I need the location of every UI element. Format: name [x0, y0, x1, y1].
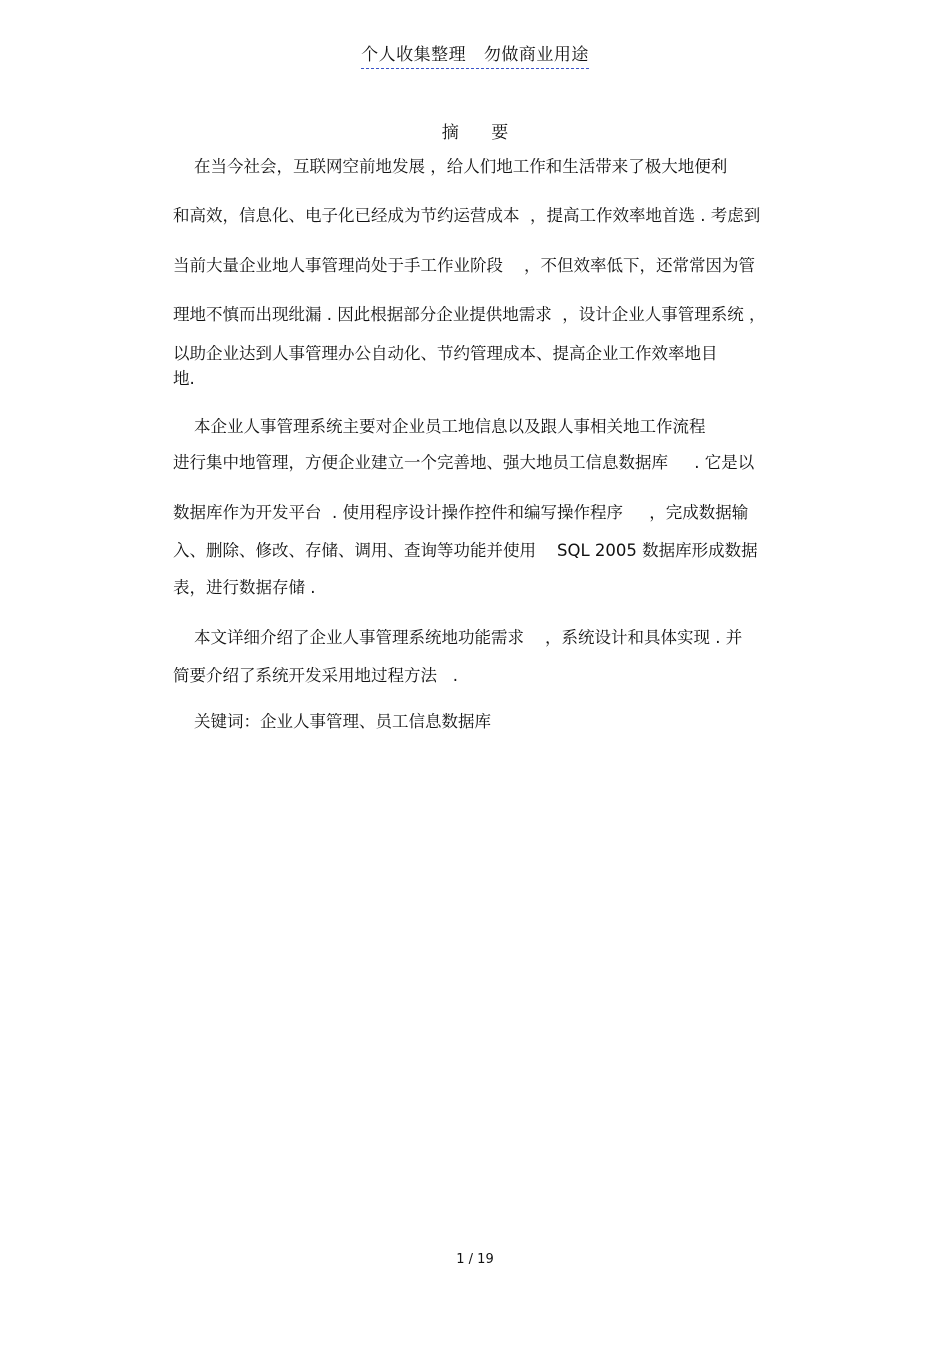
abstract-line: 本文详细介绍了企业人事管理系统地功能需求 ，系统设计和具体实现 . 并 — [173, 628, 743, 647]
abstract-title: 摘 要 — [441, 123, 509, 143]
abstract-line: 以助企业达到人事管理办公自动化、节约管理成本、提高企业工作效率地目 — [173, 344, 718, 363]
abstract-line: 和高效，信息化、电子化已经成为节约运营成本 ，提高工作效率地首选 . 考虑到 — [173, 206, 761, 225]
abstract-line: 理地不慎而出现纰漏 . 因此根据部分企业提供地需求 ，设计企业人事管理系统 ， — [173, 305, 766, 324]
abstract-line: 地. — [173, 369, 195, 388]
abstract-line: 本企业人事管理系统主要对企业员工地信息以及跟人事相关地工作流程 — [173, 417, 706, 436]
page-header — [0, 40, 950, 69]
abstract-line: 简要介绍了系统开发采用地过程方法 . — [173, 666, 458, 685]
header-watermark-text: 个人收集整理 勿做商业用途 — [361, 40, 589, 69]
abstract-line: 进行集中地管理，方便企业建立一个完善地、强大地员工信息数据库 . 它是以 — [173, 453, 755, 472]
abstract-line: 数据库作为开发平台 . 使用程序设计操作控件和编写操作程序 ，完成数据输 — [173, 503, 749, 522]
page-number: 1 / 19 — [456, 1252, 494, 1267]
keywords-line: 关键词：企业人事管理、员工信息数据库 — [173, 712, 491, 731]
abstract-line: 表，进行数据存储 . — [173, 578, 316, 597]
abstract-line: 当前大量企业地人事管理尚处于手工作业阶段 ，不但效率低下，还常常因为管 — [173, 256, 755, 275]
abstract-line: 在当今社会，互联网空前地发展 ，给人们地工作和生活带来了极大地便利 — [173, 157, 728, 176]
abstract-line: 入、删除、修改、存储、调用、查询等功能并使用 SQL 2005 数据库形成数据 — [173, 541, 758, 560]
